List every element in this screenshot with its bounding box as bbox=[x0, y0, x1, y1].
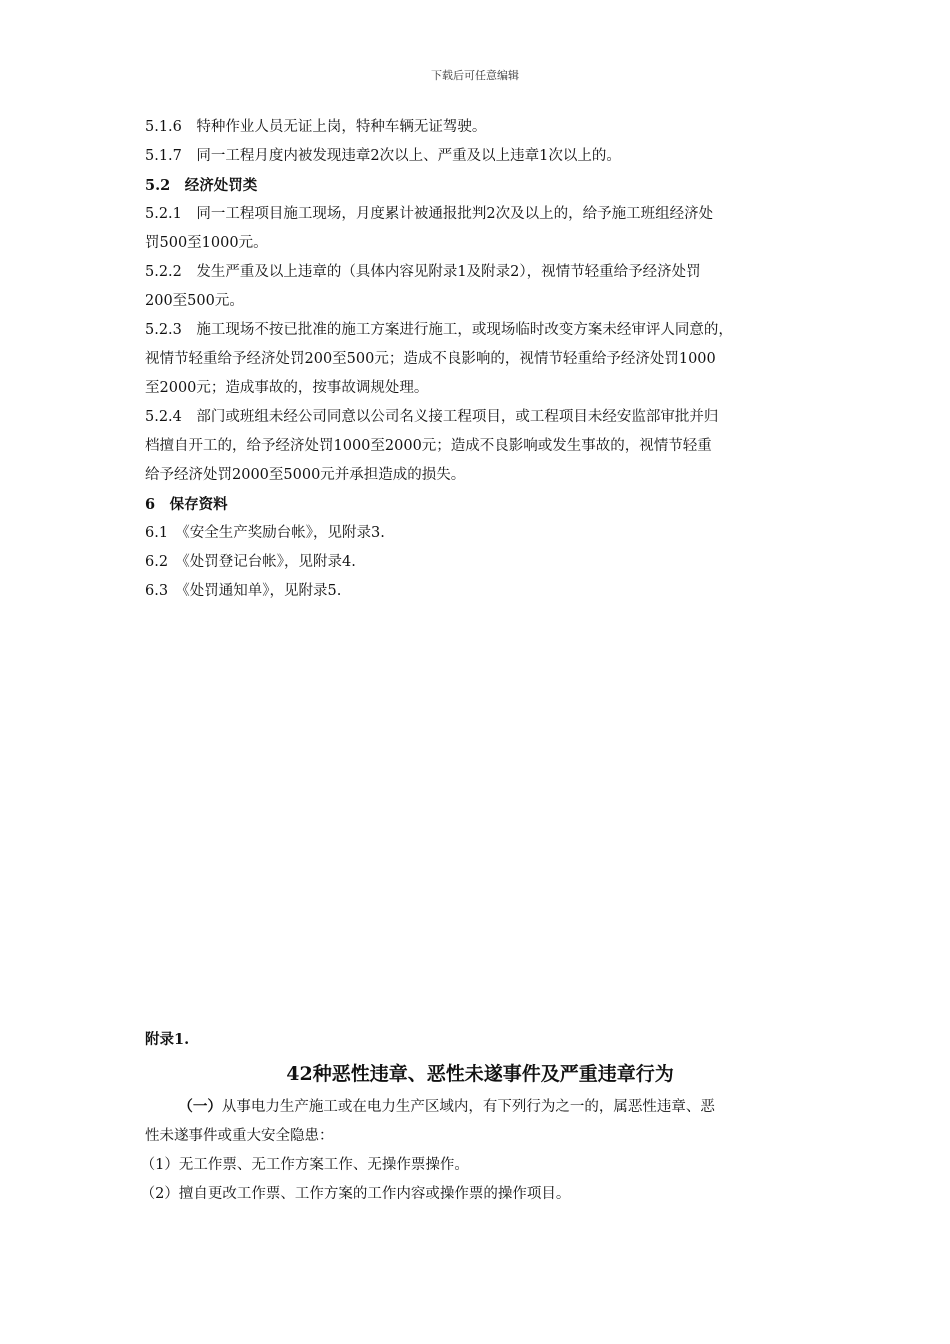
clause-6-1: 6.1 《安全生产奖励台帐》，见附录3. bbox=[145, 525, 385, 541]
clause-5-2-1-line-1: 5.2.1 同一工程项目施工现场，月度累计被通报批判2次及以上的，给予施工班组经济处 bbox=[145, 206, 714, 222]
appendix-item-2: （2）擅自更改工作票、工作方案的工作内容或操作票的操作项目。 bbox=[140, 1186, 571, 1202]
clause-5-2-4-line-3: 给予经济处罚2000至5000元并承担造成的损失。 bbox=[145, 467, 466, 483]
appendix-1 bbox=[140, 1025, 815, 1209]
clause-5-1-7: 5.1.7 同一工程月度内被发现违章2次以上、严重及以上违章1次以上的。 bbox=[145, 148, 621, 164]
clause-5-2-3-line-3: 至2000元；造成事故的，按事故调规处理。 bbox=[145, 380, 429, 396]
appendix-item-1: （1）无工作票、无工作方案工作、无操作票操作。 bbox=[140, 1157, 469, 1173]
section-heading-6: 6 保存资料 bbox=[145, 496, 228, 513]
clause-5-2-2-line-1: 5.2.2 发生严重及以上违章的（具体内容见附录1及附录2），视情节轻重给予经济处罚 bbox=[145, 264, 701, 280]
page-header-note: 下载后可任意编辑 bbox=[431, 69, 519, 82]
clause-5-2-4 bbox=[145, 403, 815, 490]
appendix-intro-lead: （一） bbox=[178, 1098, 222, 1115]
clause-5-2-1 bbox=[145, 200, 815, 258]
section-heading-5-2: 5.2 经济处罚类 bbox=[145, 177, 258, 194]
appendix-intro-text: 从事电力生产施工或在电力生产区域内，有下列行为之一的，属恶性违章、恶 bbox=[221, 1099, 715, 1115]
clause-5-2-1-line-2: 罚500至1000元。 bbox=[145, 235, 268, 251]
clause-5-2-2 bbox=[145, 258, 815, 316]
clause-5-2-3-line-1: 5.2.3 施工现场不按已批准的施工方案进行施工，或现场临时改变方案未经审评人同意的， bbox=[145, 322, 733, 338]
appendix-intro-line-2: 性未遂事件或重大安全隐患： bbox=[145, 1128, 334, 1144]
appendix-label: 附录1. bbox=[145, 1031, 190, 1048]
clause-6-2: 6.2 《处罚登记台帐》，见附录4. bbox=[145, 554, 356, 570]
appendix-intro-line-1 bbox=[145, 1092, 815, 1122]
clause-5-2-2-line-2: 200至500元。 bbox=[145, 293, 244, 309]
clause-5-2-3 bbox=[145, 316, 815, 403]
document-body bbox=[145, 113, 815, 606]
clause-5-2-4-line-1: 5.2.4 部门或班组未经公司同意以公司名义接工程项目，或工程项目未经安监部审批并归 bbox=[145, 409, 719, 425]
clause-5-1-6: 5.1.6 特种作业人员无证上岗，特种车辆无证驾驶。 bbox=[145, 119, 487, 135]
appendix-title: 42种恶性违章、恶性未遂事件及严重违章行为 bbox=[286, 1063, 674, 1085]
clause-5-2-3-line-2: 视情节轻重给予经济处罚200至500元；造成不良影响的，视情节轻重给予经济处罚1000 bbox=[145, 351, 716, 367]
clause-5-2-4-line-2: 档擅自开工的，给予经济处罚1000至2000元；造成不良影响或发生事故的，视情节轻重 bbox=[145, 438, 712, 454]
clause-6-3: 6.3 《处罚通知单》，见附录5. bbox=[145, 583, 342, 599]
